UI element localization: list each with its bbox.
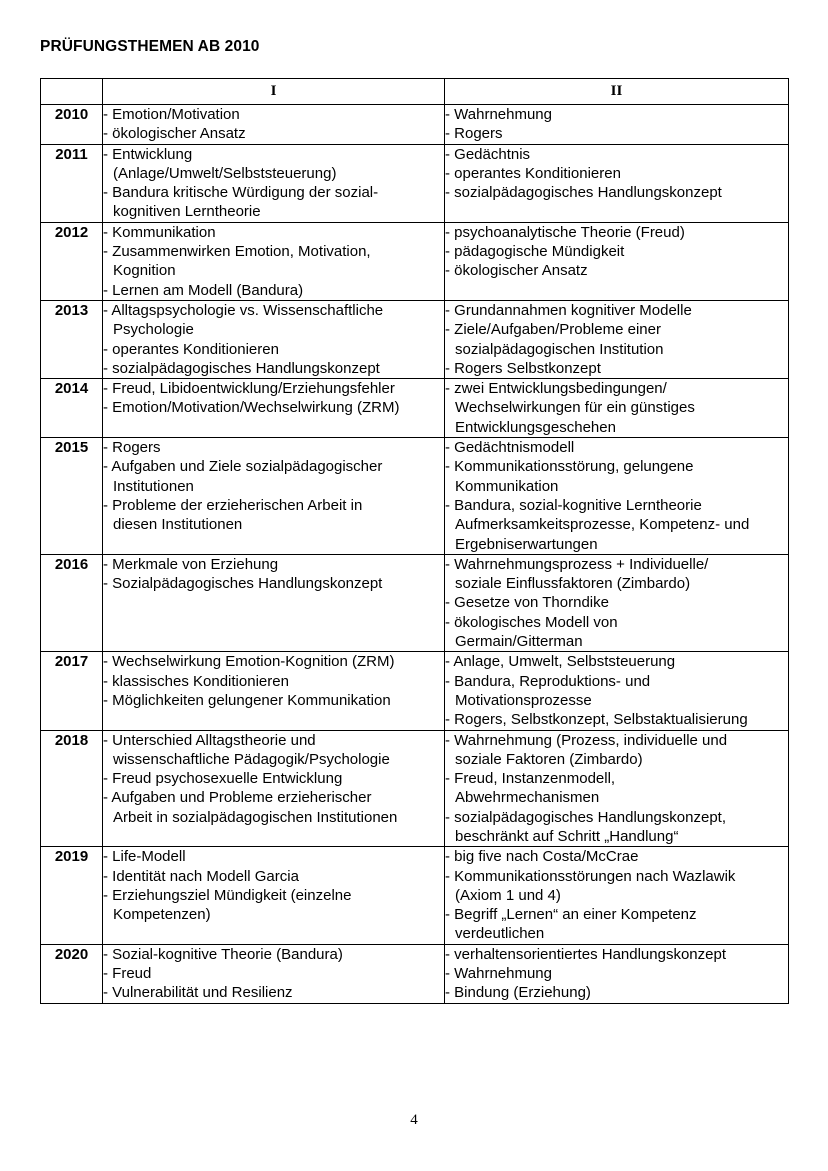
topic-line: - Rogers Selbstkonzept (445, 359, 601, 377)
topic-line: - Identität nach Modell Garcia (103, 867, 299, 885)
page-number: 4 (410, 1112, 418, 1128)
topic-line: - Gedächtnis (445, 145, 531, 163)
topic-line: - Anlage, Umwelt, Selbststeuerung (445, 653, 676, 671)
topic-line: (Anlage/Umwelt/Selbststeuerung) (113, 164, 337, 182)
topic-line: - ökologischer Ansatz (103, 125, 246, 143)
topic-line: soziale Einflussfaktoren (Zimbardo) (455, 575, 691, 593)
year-cell: 2017 (41, 652, 103, 730)
topic-line: kognitiven Lerntheorie (113, 203, 261, 221)
topic-line: - sozialpädagogisches Handlungskonzept (103, 359, 380, 377)
table-row (41, 379, 789, 438)
topic-line: Institutionen (113, 477, 194, 495)
table-row (41, 105, 789, 145)
topic-line: Ergebniserwartungen (455, 535, 598, 553)
topics-column-i-cell (103, 944, 445, 1003)
topic-line: Abwehrmechanismen (455, 789, 600, 807)
topic-line: - Wahrnehmungsprozess + Individuelle/ (445, 555, 709, 573)
topic-line: - Aufgaben und Probleme erzieherischer (103, 789, 372, 807)
topic-line: - operantes Konditionieren (103, 340, 279, 358)
topic-line: - Möglichkeiten gelungener Kommunikation (103, 691, 391, 709)
year-cell: 2012 (41, 222, 103, 300)
topic-line: sozialpädagogischen Institution (455, 340, 664, 358)
topic-line: - Sozial-kognitive Theorie (Bandura) (103, 945, 343, 963)
table-row (41, 554, 789, 651)
topics-column-ii-cell (445, 944, 789, 1003)
topic-line: - Lernen am Modell (Bandura) (103, 281, 304, 299)
topic-line: (Axiom 1 und 4) (455, 886, 561, 904)
topics-column-i-cell (103, 379, 445, 438)
topics-column-ii-cell (445, 730, 789, 847)
topic-line: - Life-Modell (103, 848, 186, 866)
topic-line: - ökologischer Ansatz (445, 262, 588, 280)
topic-line: - Bandura, Reproduktions- und (445, 672, 651, 690)
topics-column-i-cell (103, 652, 445, 730)
topic-line: Kognition (113, 262, 176, 280)
topic-line: - Gesetze von Thorndike (445, 594, 609, 612)
topic-line: Motivationsprozesse (455, 691, 592, 709)
topics-column-i-cell (103, 730, 445, 847)
year-cell: 2014 (41, 379, 103, 438)
topic-line: - Bindung (Erziehung) (445, 984, 591, 1002)
table-row (41, 730, 789, 847)
topics-column-i-cell (103, 300, 445, 378)
header-column-i: I (103, 79, 445, 105)
table-row (41, 144, 789, 222)
year-cell: 2013 (41, 300, 103, 378)
table-row (41, 944, 789, 1003)
year-cell: 2019 (41, 847, 103, 944)
topic-line: diesen Institutionen (113, 516, 243, 534)
topics-column-i-cell (103, 554, 445, 651)
topic-line: - sozialpädagogisches Handlungskonzept, (445, 808, 727, 826)
table-row (41, 222, 789, 300)
header-year (41, 79, 103, 105)
topic-line: - operantes Konditionieren (445, 164, 621, 182)
topic-line: Arbeit in sozialpädagogischen Institutionen (113, 808, 398, 826)
topic-line: - Wahrnehmung (445, 965, 552, 983)
topic-line: soziale Faktoren (Zimbardo) (455, 750, 643, 768)
year-cell: 2015 (41, 438, 103, 555)
topics-column-ii-cell (445, 222, 789, 300)
topics-column-i-cell (103, 438, 445, 555)
topic-line: - big five nach Costa/McCrae (445, 848, 639, 866)
topic-line: Kommunikation (455, 477, 559, 495)
topic-line: - Kommunikation (103, 223, 216, 241)
topic-line: - Ziele/Aufgaben/Probleme einer (445, 321, 661, 339)
topic-line: - psychoanalytische Theorie (Freud) (445, 223, 685, 241)
topic-line: - Sozialpädagogisches Handlungskonzept (103, 575, 383, 593)
topic-line: - verhaltensorientiertes Handlungskonzept (445, 945, 726, 963)
topic-line: - Alltagspsychologie vs. Wissenschaftliche (103, 301, 384, 319)
document-title: PRÜFUNGSTHEMEN AB 2010 (40, 38, 260, 55)
topic-line: - Wahrnehmung (445, 106, 552, 123)
topic-line: - Freud, Instanzenmodell, (445, 770, 616, 788)
year-cell: 2020 (41, 944, 103, 1003)
topics-column-i-cell (103, 222, 445, 300)
year-cell: 2010 (41, 105, 103, 145)
year-cell: 2018 (41, 730, 103, 847)
topic-line: - sozialpädagogisches Handlungskonzept (445, 184, 722, 202)
table-row (41, 438, 789, 555)
topic-line: - Gedächtnismodell (445, 439, 575, 457)
table-row (41, 300, 789, 378)
year-cell: 2011 (41, 144, 103, 222)
topic-line: - Kommunikationsstörung, gelungene (445, 458, 694, 476)
topic-line: - zwei Entwicklungsbedingungen/ (445, 380, 667, 398)
topics-column-i-cell (103, 105, 445, 145)
table-header-row (41, 79, 789, 105)
topics-column-ii-cell (445, 105, 789, 145)
topic-line: - Merkmale von Erziehung (103, 555, 279, 573)
topics-column-ii-cell (445, 554, 789, 651)
topic-line: verdeutlichen (455, 925, 545, 943)
topic-line: - Wahrnehmung (Prozess, individuelle und (445, 731, 728, 749)
topic-line: - Rogers, Selbstkonzept, Selbstaktualisierung (445, 711, 748, 729)
topic-line: - Wechselwirkung Emotion-Kognition (ZRM) (103, 653, 395, 671)
topic-line: - Unterschied Alltagstheorie und (103, 731, 316, 749)
topic-line: - Entwicklung (103, 145, 193, 163)
topic-line: Psychologie (113, 321, 194, 339)
topic-line: - Rogers (445, 125, 503, 143)
year-cell: 2016 (41, 554, 103, 651)
topic-line: - Bandura kritische Würdigung der sozial- (103, 184, 379, 202)
exam-topics-table (40, 78, 789, 1004)
topic-line: - klassisches Konditionieren (103, 672, 289, 690)
topics-column-ii-cell (445, 652, 789, 730)
topic-line: - ökologisches Modell von (445, 613, 618, 631)
topic-line: Aufmerksamkeitsprozesse, Kompetenz- und (455, 516, 750, 534)
topic-line: - Emotion/Motivation/Wechselwirkung (ZRM) (103, 399, 400, 417)
topic-line: - Vulnerabilität und Resilienz (103, 984, 293, 1002)
topic-line: - Zusammenwirken Emotion, Motivation, (103, 243, 371, 261)
topic-line: Kompetenzen) (113, 906, 211, 924)
table-row (41, 847, 789, 944)
topic-line: - Rogers (103, 439, 161, 457)
topic-line: wissenschaftliche Pädagogik/Psychologie (113, 750, 390, 768)
topic-line: Wechselwirkungen für ein günstiges (455, 399, 695, 417)
topic-line: Entwicklungsgeschehen (455, 418, 616, 436)
topics-column-i-cell (103, 144, 445, 222)
table-body (41, 105, 789, 1004)
topic-line: - Emotion/Motivation (103, 106, 240, 123)
topics-column-i-cell (103, 847, 445, 944)
topic-line: beschränkt auf Schritt „Handlung“ (455, 827, 679, 845)
topic-line: - Bandura, sozial-kognitive Lerntheorie (445, 496, 702, 514)
topic-line: - Freud psychosexuelle Entwicklung (103, 770, 343, 788)
topic-line: Germain/Gitterman (455, 633, 583, 651)
topic-line: - Freud (103, 965, 152, 983)
topic-line: - Aufgaben und Ziele sozialpädagogischer (103, 458, 383, 476)
topic-line: - Probleme der erzieherischen Arbeit in (103, 496, 363, 514)
topics-column-ii-cell (445, 379, 789, 438)
topics-column-ii-cell (445, 847, 789, 944)
topics-column-ii-cell (445, 300, 789, 378)
topic-line: - Grundannahmen kognitiver Modelle (445, 301, 692, 319)
topic-line: - Kommunikationsstörungen nach Wazlawik (445, 867, 736, 885)
topic-line: - Freud, Libidoentwicklung/Erziehungsfehler (103, 380, 395, 398)
table-row (41, 652, 789, 730)
topics-column-ii-cell (445, 438, 789, 555)
header-column-ii: II (445, 79, 789, 105)
topics-column-ii-cell (445, 144, 789, 222)
topic-line: - Erziehungsziel Mündigkeit (einzelne (103, 886, 352, 904)
topic-line: - Begriff „Lernen“ an einer Kompetenz (445, 906, 697, 924)
topic-line: - pädagogische Mündigkeit (445, 243, 625, 261)
